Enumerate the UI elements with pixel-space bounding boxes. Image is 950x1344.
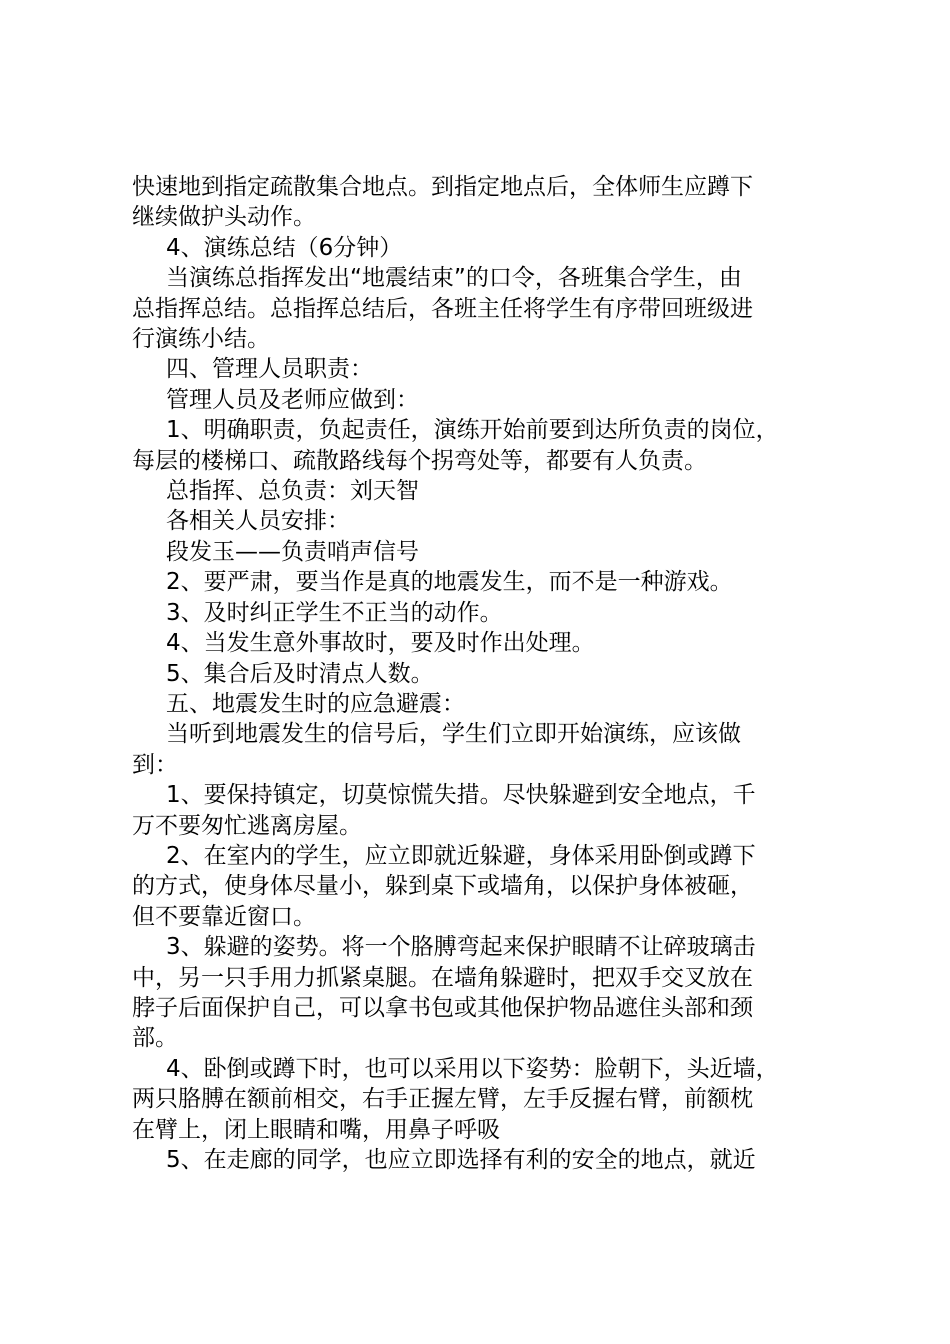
text-line: 在臂上，闭上眼睛和嘴，用鼻子呼吸 [132, 1116, 500, 1143]
text-line: 但不要靠近窗口。 [132, 903, 316, 930]
text-line: 万不要匆忙逃离房屋。 [132, 812, 362, 839]
text-line: 总指挥总结。总指挥总结后，各班主任将学生有序带回班级进 [132, 295, 753, 322]
text-line: 快速地到指定疏散集合地点。到指定地点后，全体师生应蹲下 [132, 174, 753, 200]
text-line: 3、躲避的姿势。将一个胳膊弯起来保护眼睛不让碎玻璃击 [166, 934, 756, 961]
text-line: 5、在走廊的同学，也应立即选择有利的安全的地点，就近 [166, 1147, 756, 1173]
text-line: 1、要保持镇定，切莫惊慌失措。尽快躲避到安全地点，千 [166, 782, 756, 809]
text-line: 部。 [132, 1025, 178, 1052]
text-line: 4、卧倒或蹲下时，也可以采用以下姿势：脸朝下，头近墙， [166, 1055, 779, 1082]
text-line: 的方式，使身体尽量小，躲到桌下或墙角，以保护身体被砸， [132, 873, 753, 900]
text-line: 当听到地震发生的信号后，学生们立即开始演练，应该做 [166, 721, 741, 748]
text-line: 1、明确职责，负起责任，演练开始前要到达所负责的岗位， [166, 417, 779, 444]
text-line: 五、地震发生时的应急避震： [166, 690, 465, 717]
text-line: 行演练小结。 [132, 326, 270, 353]
text-line: 2、在室内的学生，应立即就近躲避，身体采用卧倒或蹲下 [166, 842, 756, 869]
text-line: 4、当发生意外事故时，要及时作出处理。 [166, 630, 595, 657]
text-line: 两只胳膊在额前相交，右手正握左臂，左手反握右臂，前额枕 [132, 1086, 753, 1113]
text-line: 当演练总指挥发出“地震结束”的口令，各班集合学生，由 [166, 265, 742, 292]
text-line: 每层的楼梯口、疏散路线每个拐弯处等，都要有人负责。 [132, 447, 707, 474]
text-line: 继续做护头动作。 [132, 204, 316, 231]
text-line: 各相关人员安排： [166, 508, 350, 535]
text-line: 管理人员及老师应做到： [166, 386, 419, 413]
text-line: 四、管理人员职责： [166, 356, 373, 383]
text-line: 2、要严肃，要当作是真的地震发生，而不是一种游戏。 [166, 569, 733, 596]
text-line: 3、及时纠正学生不正当的动作。 [166, 599, 503, 626]
text-line: 段发玉——负责哨声信号 [166, 538, 419, 565]
text-line: 5、集合后及时清点人数。 [166, 660, 434, 687]
text-line: 中，另一只手用力抓紧桌腿。在墙角躲避时，把双手交叉放在 [132, 964, 753, 991]
text-line: 到： [132, 751, 178, 778]
text-line: 总指挥、总负责：刘天智 [166, 478, 419, 505]
text-line: 4、演练总结（6分钟） [166, 234, 403, 261]
document-body [132, 172, 852, 1175]
text-line: 脖子后面保护自己，可以拿书包或其他保护物品遮住头部和颈 [132, 994, 753, 1021]
